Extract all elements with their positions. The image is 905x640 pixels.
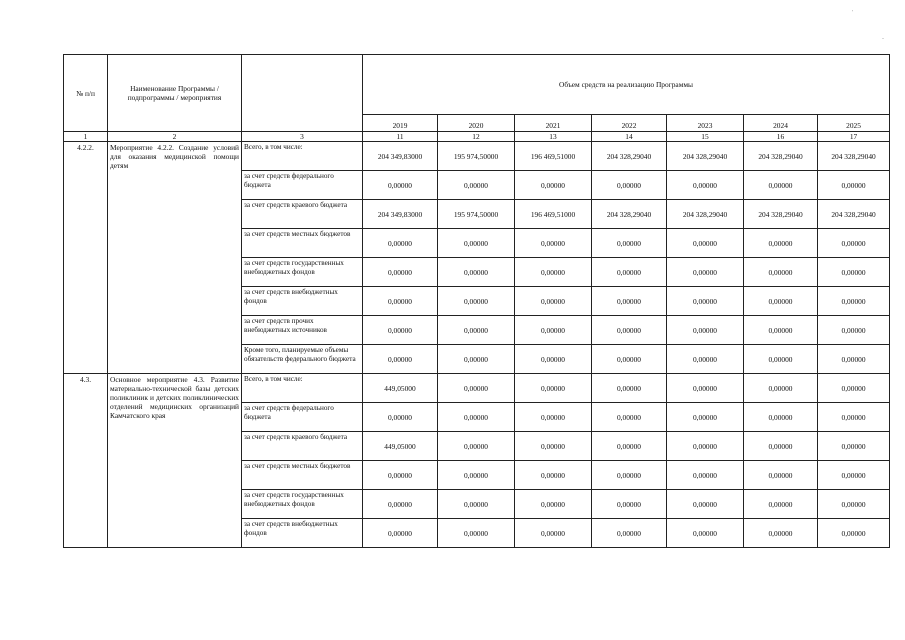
- amount-cell: 0,00000: [818, 490, 890, 519]
- amount-cell: 0,00000: [515, 287, 592, 316]
- amount-cell: 0,00000: [744, 287, 818, 316]
- budget-table: [63, 54, 890, 548]
- year-header: 2019: [363, 115, 438, 132]
- amount-cell: 0,00000: [744, 432, 818, 461]
- amount-cell: 0,00000: [515, 490, 592, 519]
- funding-source: за счет средств внебюджетных фондов: [242, 519, 363, 548]
- header-row: [64, 55, 890, 115]
- amount-cell: 0,00000: [592, 316, 667, 345]
- amount-cell: 0,00000: [667, 229, 744, 258]
- amount-cell: 204 349,83000: [363, 200, 438, 229]
- amount-cell: 0,00000: [438, 316, 515, 345]
- amount-cell: 0,00000: [667, 345, 744, 374]
- amount-cell: 0,00000: [818, 432, 890, 461]
- amount-cell: 0,00000: [818, 258, 890, 287]
- amount-cell: 0,00000: [438, 229, 515, 258]
- funding-source: за счет средств местных бюджетов: [242, 229, 363, 258]
- amount-cell: 0,00000: [363, 345, 438, 374]
- amount-cell: 0,00000: [363, 490, 438, 519]
- column-number: 17: [818, 132, 890, 142]
- scan-speck: ': [852, 10, 854, 16]
- scan-speck: -: [882, 36, 884, 42]
- amount-cell: 204 328,29040: [592, 142, 667, 171]
- amount-cell: 0,00000: [363, 316, 438, 345]
- amount-cell: 0,00000: [515, 432, 592, 461]
- header-no: № п/п: [64, 55, 108, 132]
- amount-cell: 0,00000: [667, 490, 744, 519]
- funding-source: Кроме того, планируемые объемы обязательств федерального бюджета: [242, 345, 363, 374]
- amount-cell: 0,00000: [438, 490, 515, 519]
- amount-cell: 0,00000: [592, 287, 667, 316]
- amount-cell: 0,00000: [667, 403, 744, 432]
- amount-cell: 0,00000: [592, 229, 667, 258]
- amount-cell: 0,00000: [818, 403, 890, 432]
- amount-cell: 0,00000: [515, 345, 592, 374]
- amount-cell: 0,00000: [667, 374, 744, 403]
- funding-source: Всего, в том числе:: [242, 374, 363, 403]
- amount-cell: 0,00000: [818, 461, 890, 490]
- funding-source: за счет средств прочих внебюджетных источников: [242, 316, 363, 345]
- year-header: 2021: [515, 115, 592, 132]
- amount-cell: 0,00000: [592, 403, 667, 432]
- amount-cell: 0,00000: [818, 229, 890, 258]
- amount-cell: 0,00000: [818, 316, 890, 345]
- amount-cell: 0,00000: [592, 374, 667, 403]
- amount-cell: 0,00000: [592, 432, 667, 461]
- amount-cell: 195 974,50000: [438, 142, 515, 171]
- amount-cell: 0,00000: [818, 519, 890, 548]
- funding-source: за счет средств краевого бюджета: [242, 200, 363, 229]
- amount-cell: 0,00000: [667, 171, 744, 200]
- amount-cell: 0,00000: [363, 287, 438, 316]
- amount-cell: 0,00000: [744, 374, 818, 403]
- amount-cell: 204 328,29040: [818, 142, 890, 171]
- amount-cell: 0,00000: [592, 171, 667, 200]
- amount-cell: 0,00000: [667, 316, 744, 345]
- amount-cell: 204 328,29040: [818, 200, 890, 229]
- amount-cell: 0,00000: [438, 258, 515, 287]
- amount-cell: 0,00000: [363, 258, 438, 287]
- column-number: 16: [744, 132, 818, 142]
- amount-cell: 0,00000: [667, 258, 744, 287]
- amount-cell: 449,05000: [363, 374, 438, 403]
- amount-cell: 0,00000: [515, 519, 592, 548]
- amount-cell: 0,00000: [515, 374, 592, 403]
- amount-cell: 0,00000: [667, 432, 744, 461]
- amount-cell: 0,00000: [592, 345, 667, 374]
- amount-cell: 0,00000: [744, 519, 818, 548]
- amount-cell: 0,00000: [515, 258, 592, 287]
- amount-cell: 0,00000: [592, 258, 667, 287]
- amount-cell: 0,00000: [363, 461, 438, 490]
- amount-cell: 196 469,51000: [515, 200, 592, 229]
- column-number: 13: [515, 132, 592, 142]
- amount-cell: 0,00000: [363, 519, 438, 548]
- amount-cell: 204 328,29040: [592, 200, 667, 229]
- year-header: 2022: [592, 115, 667, 132]
- amount-cell: 0,00000: [818, 287, 890, 316]
- column-numbers-row: [64, 132, 890, 142]
- year-header: 2023: [667, 115, 744, 132]
- year-header: 2024: [744, 115, 818, 132]
- year-header: 2020: [438, 115, 515, 132]
- amount-cell: 0,00000: [744, 490, 818, 519]
- funding-source: Всего, в том числе:: [242, 142, 363, 171]
- amount-cell: 0,00000: [438, 171, 515, 200]
- amount-cell: 0,00000: [744, 345, 818, 374]
- year-header: 2025: [818, 115, 890, 132]
- amount-cell: 0,00000: [438, 461, 515, 490]
- amount-cell: 0,00000: [744, 316, 818, 345]
- amount-cell: 0,00000: [818, 374, 890, 403]
- table-row: [64, 142, 890, 171]
- funding-source: за счет средств государственных внебюджетных фондов: [242, 490, 363, 519]
- funding-source: за счет средств местных бюджетов: [242, 461, 363, 490]
- amount-cell: 449,05000: [363, 432, 438, 461]
- amount-cell: 0,00000: [515, 171, 592, 200]
- amount-cell: 0,00000: [515, 229, 592, 258]
- column-number: 2: [108, 132, 242, 142]
- row-number: 4.3.: [64, 374, 108, 548]
- amount-cell: 0,00000: [438, 345, 515, 374]
- amount-cell: 204 328,29040: [667, 200, 744, 229]
- amount-cell: 0,00000: [667, 461, 744, 490]
- amount-cell: 196 469,51000: [515, 142, 592, 171]
- amount-cell: 0,00000: [818, 171, 890, 200]
- table-row: [64, 374, 890, 403]
- header-volume: Объем средств на реализацию Программы: [363, 55, 890, 115]
- header-name: Наименование Программы / подпрограммы / мероприятия: [108, 55, 242, 132]
- amount-cell: 0,00000: [363, 403, 438, 432]
- funding-source: за счет средств федерального бюджета: [242, 171, 363, 200]
- amount-cell: 0,00000: [592, 519, 667, 548]
- amount-cell: 204 328,29040: [744, 142, 818, 171]
- amount-cell: 0,00000: [818, 345, 890, 374]
- amount-cell: 0,00000: [744, 229, 818, 258]
- funding-source: за счет средств государственных внебюджетных фондов: [242, 258, 363, 287]
- column-number: 11: [363, 132, 438, 142]
- amount-cell: 0,00000: [363, 171, 438, 200]
- amount-cell: 0,00000: [438, 519, 515, 548]
- amount-cell: 204 328,29040: [744, 200, 818, 229]
- amount-cell: 0,00000: [363, 229, 438, 258]
- amount-cell: 0,00000: [744, 258, 818, 287]
- activity-name: Основное мероприятие 4.3. Развитие материально-технической базы детских поликлиник и детских поликлинических отделений медицинских организаций Камчатского края: [108, 374, 242, 548]
- amount-cell: 0,00000: [438, 403, 515, 432]
- column-number: 14: [592, 132, 667, 142]
- amount-cell: 0,00000: [438, 374, 515, 403]
- header-source: [242, 55, 363, 132]
- amount-cell: 0,00000: [438, 287, 515, 316]
- amount-cell: 204 328,29040: [667, 142, 744, 171]
- amount-cell: 0,00000: [438, 432, 515, 461]
- amount-cell: 0,00000: [515, 403, 592, 432]
- column-number: 12: [438, 132, 515, 142]
- funding-source: за счет средств краевого бюджета: [242, 432, 363, 461]
- column-number: 1: [64, 132, 108, 142]
- amount-cell: 0,00000: [592, 461, 667, 490]
- amount-cell: 0,00000: [515, 461, 592, 490]
- activity-name: Мероприятие 4.2.2. Создание условий для оказания медицинской помощи детям: [108, 142, 242, 374]
- amount-cell: 0,00000: [744, 461, 818, 490]
- funding-source: за счет средств внебюджетных фондов: [242, 287, 363, 316]
- amount-cell: 0,00000: [744, 171, 818, 200]
- amount-cell: 204 349,83000: [363, 142, 438, 171]
- amount-cell: 0,00000: [667, 287, 744, 316]
- funding-source: за счет средств федерального бюджета: [242, 403, 363, 432]
- table-body: [64, 142, 890, 548]
- row-number: 4.2.2.: [64, 142, 108, 374]
- amount-cell: 0,00000: [667, 519, 744, 548]
- column-number: 15: [667, 132, 744, 142]
- amount-cell: 0,00000: [592, 490, 667, 519]
- amount-cell: 0,00000: [744, 403, 818, 432]
- amount-cell: 195 974,50000: [438, 200, 515, 229]
- amount-cell: 0,00000: [515, 316, 592, 345]
- column-number: 3: [242, 132, 363, 142]
